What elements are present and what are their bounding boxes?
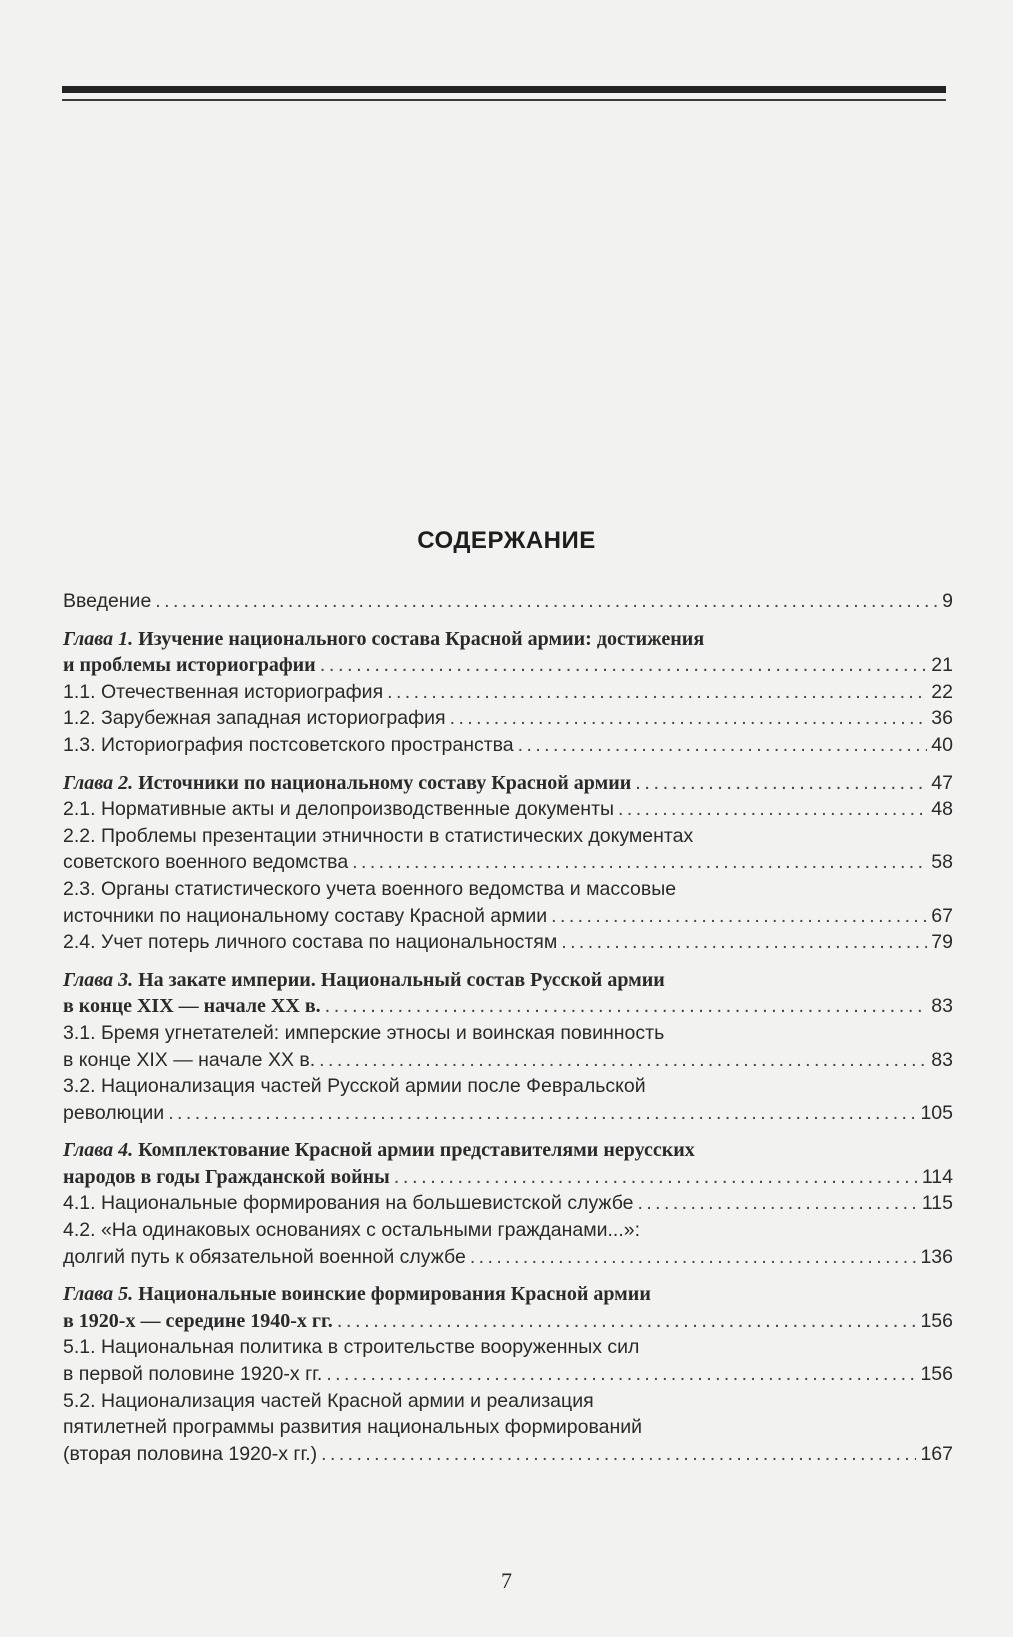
toc-entry-line xyxy=(63,1388,953,1415)
toc-entry-line xyxy=(63,1217,953,1244)
dot-leader xyxy=(168,1100,916,1127)
toc-page-number: 156 xyxy=(920,1363,953,1386)
toc-page-number: 114 xyxy=(921,1165,953,1188)
dot-leader xyxy=(394,1164,918,1191)
toc-chapter xyxy=(63,770,953,797)
dot-leader xyxy=(155,588,938,615)
toc-entry-text: 2.3. Органы статистического учета военного ведомства и массовые xyxy=(63,877,677,900)
toc-entry-text: Глава 3. На закате империи. Национальный состав Русской армии xyxy=(63,968,665,991)
header-rule-thick xyxy=(62,86,946,93)
toc-entry-line xyxy=(63,1244,953,1271)
toc-entry-line xyxy=(63,626,953,653)
toc-entry-text: 2.1. Нормативные акты и делопроизводственные документы xyxy=(63,798,615,821)
toc-entry-line xyxy=(63,1164,953,1191)
toc-page-number: 115 xyxy=(921,1192,953,1215)
toc-entry-line xyxy=(63,1047,953,1074)
toc-entry-text: Глава 2. Источники по национальному составу Красной армии xyxy=(63,771,632,794)
toc-entry-text: Введение xyxy=(63,590,152,612)
toc-page-number: 105 xyxy=(920,1101,953,1124)
toc-entry-text: 4.1. Национальные формирования на большевистской службе xyxy=(63,1192,634,1215)
dot-leader xyxy=(518,732,928,759)
toc-entry-text: в первой половине 1920-х гг. xyxy=(63,1363,323,1386)
chapter-label: Глава 3. xyxy=(63,968,139,991)
dot-leader xyxy=(561,929,927,956)
toc-page-number: 22 xyxy=(931,680,953,703)
toc-entry-line xyxy=(63,796,953,823)
toc-entry-line xyxy=(63,1361,953,1388)
toc-entry xyxy=(63,679,953,706)
dot-leader xyxy=(387,679,927,706)
toc-entry-line xyxy=(63,679,953,706)
dot-leader xyxy=(337,1308,917,1335)
toc-entry-line xyxy=(63,705,953,732)
toc-page-number: 83 xyxy=(931,1048,953,1071)
toc-entry xyxy=(63,1020,953,1073)
toc-entry-text: Глава 4. Комплектование Красной армии представителями нерусских xyxy=(63,1139,695,1162)
dot-leader xyxy=(352,849,927,876)
chapter-label: Глава 4. xyxy=(63,1139,139,1162)
toc-entry-line xyxy=(63,770,953,797)
toc-entry-text: народов в годы Гражданской войны xyxy=(63,1165,390,1188)
toc-entry xyxy=(63,1334,953,1387)
toc-entry-text: в конце XIX — начале XX в. xyxy=(63,995,321,1018)
toc-entry-line xyxy=(63,903,953,930)
toc-entry xyxy=(63,588,953,615)
toc-page-number: 156 xyxy=(920,1309,953,1332)
toc-page-number: 36 xyxy=(931,707,953,730)
toc-page-number: 21 xyxy=(931,654,953,677)
toc-page-number: 67 xyxy=(931,904,953,927)
chapter-label: Глава 5. xyxy=(63,1283,139,1306)
toc-page-number: 48 xyxy=(931,798,953,821)
toc-entry xyxy=(63,1073,953,1126)
toc-entry-text: 1.3. Историография постсоветского пространства xyxy=(63,733,514,756)
toc-entry xyxy=(63,1217,953,1270)
toc-entry-line xyxy=(63,849,953,876)
dot-leader xyxy=(326,1361,916,1388)
dot-leader xyxy=(450,705,928,732)
toc-entry-line xyxy=(63,732,953,759)
toc-entry xyxy=(63,1388,953,1468)
toc-entry-line xyxy=(63,993,953,1020)
table-of-contents xyxy=(63,588,953,1467)
page-title: СОДЕРЖАНИЕ xyxy=(417,527,596,554)
toc-entry-text: 2.2. Проблемы презентации этничности в статистических документах xyxy=(63,824,694,847)
toc-entry-text: 5.2. Национализация частей Красной армии и реализация xyxy=(63,1389,594,1412)
toc-entry-line xyxy=(63,1334,953,1361)
toc-entry-text: Глава 5. Национальные воинские формирования Красной армии xyxy=(63,1283,651,1306)
toc-entry xyxy=(63,732,953,759)
dot-leader xyxy=(551,903,927,930)
toc-entry-line xyxy=(63,652,953,679)
toc-entry-line xyxy=(63,967,953,994)
toc-entry-line xyxy=(63,929,953,956)
toc-chapter xyxy=(63,626,953,679)
toc-page-number: 40 xyxy=(931,733,953,756)
toc-entry-line xyxy=(63,1100,953,1127)
dot-leader xyxy=(635,770,927,797)
toc-entry-text: советского военного ведомства xyxy=(63,851,349,874)
toc-entry-line xyxy=(63,1281,953,1308)
toc-entry xyxy=(63,876,953,929)
chapter-label: Глава 1. xyxy=(63,627,139,650)
toc-page-number: 136 xyxy=(920,1245,953,1268)
header-rule-thin xyxy=(62,99,946,101)
toc-entry-text: пятилетней программы развития национальных формирований xyxy=(63,1416,643,1439)
page-number: 7 xyxy=(501,1568,512,1593)
toc-entry-text: 1.2. Зарубежная западная историография xyxy=(63,707,446,730)
toc-page-number: 79 xyxy=(931,931,953,954)
toc-entry xyxy=(63,705,953,732)
toc-entry-text: 3.2. Национализация частей Русской армии после Февральской xyxy=(63,1075,646,1098)
toc-entry xyxy=(63,1190,953,1217)
toc-entry-line xyxy=(63,1414,953,1441)
toc-entry-text: 1.1. Отечественная историография xyxy=(63,680,384,703)
dot-leader xyxy=(320,652,928,679)
toc-chapter xyxy=(63,1281,953,1334)
toc-entry-text: в конце XIX — начале XX в. xyxy=(63,1048,316,1071)
toc-entry-line xyxy=(63,1308,953,1335)
toc-entry-line xyxy=(63,1137,953,1164)
dot-leader xyxy=(319,1047,927,1074)
toc-entry-line xyxy=(63,876,953,903)
toc-entry-line xyxy=(63,1020,953,1047)
dot-leader xyxy=(618,796,927,823)
dot-leader xyxy=(321,1441,916,1468)
toc-entry-text: Глава 1. Изучение национального состава Красной армии: достижения xyxy=(63,627,705,650)
toc-entry-text: и проблемы историографии xyxy=(63,654,316,677)
dot-leader xyxy=(470,1244,917,1271)
chapter-label: Глава 2. xyxy=(63,771,139,794)
toc-entry xyxy=(63,796,953,823)
toc-chapter xyxy=(63,1137,953,1190)
toc-entry-line xyxy=(63,1190,953,1217)
toc-entry-text: 5.1. Национальная политика в строительстве вооруженных сил xyxy=(63,1336,640,1359)
toc-entry-line xyxy=(63,588,953,615)
toc-entry-line xyxy=(63,1073,953,1100)
dot-leader xyxy=(325,993,928,1020)
toc-chapter xyxy=(63,967,953,1020)
toc-page-number: 9 xyxy=(942,590,953,612)
toc-entry-text: долгий путь к обязательной военной службе xyxy=(63,1245,466,1268)
toc-entry-text: 3.1. Бремя угнетателей: имперские этносы и воинская повинность xyxy=(63,1021,665,1044)
toc-entry-text: революции xyxy=(63,1101,165,1124)
toc-entry xyxy=(63,823,953,876)
toc-entry-text: 4.2. «На одинаковых основаниях с остальными гражданами...»: xyxy=(63,1219,641,1242)
toc-entry-text: в 1920-х — середине 1940-х гг. xyxy=(63,1309,333,1332)
toc-entry-text: (вторая половина 1920-х гг.) xyxy=(63,1442,318,1465)
toc-entry-text: источники по национальному составу Красной армии xyxy=(63,904,548,927)
toc-entry-line xyxy=(63,823,953,850)
toc-page-number: 83 xyxy=(931,995,953,1018)
toc-page-number: 58 xyxy=(931,851,953,874)
dot-leader xyxy=(638,1190,918,1217)
toc-page-number: 47 xyxy=(931,771,953,794)
toc-entry-line xyxy=(63,1441,953,1468)
toc-entry xyxy=(63,929,953,956)
toc-entry-text: 2.4. Учет потерь личного состава по национальностям xyxy=(63,931,558,954)
toc-page-number: 167 xyxy=(920,1442,953,1465)
